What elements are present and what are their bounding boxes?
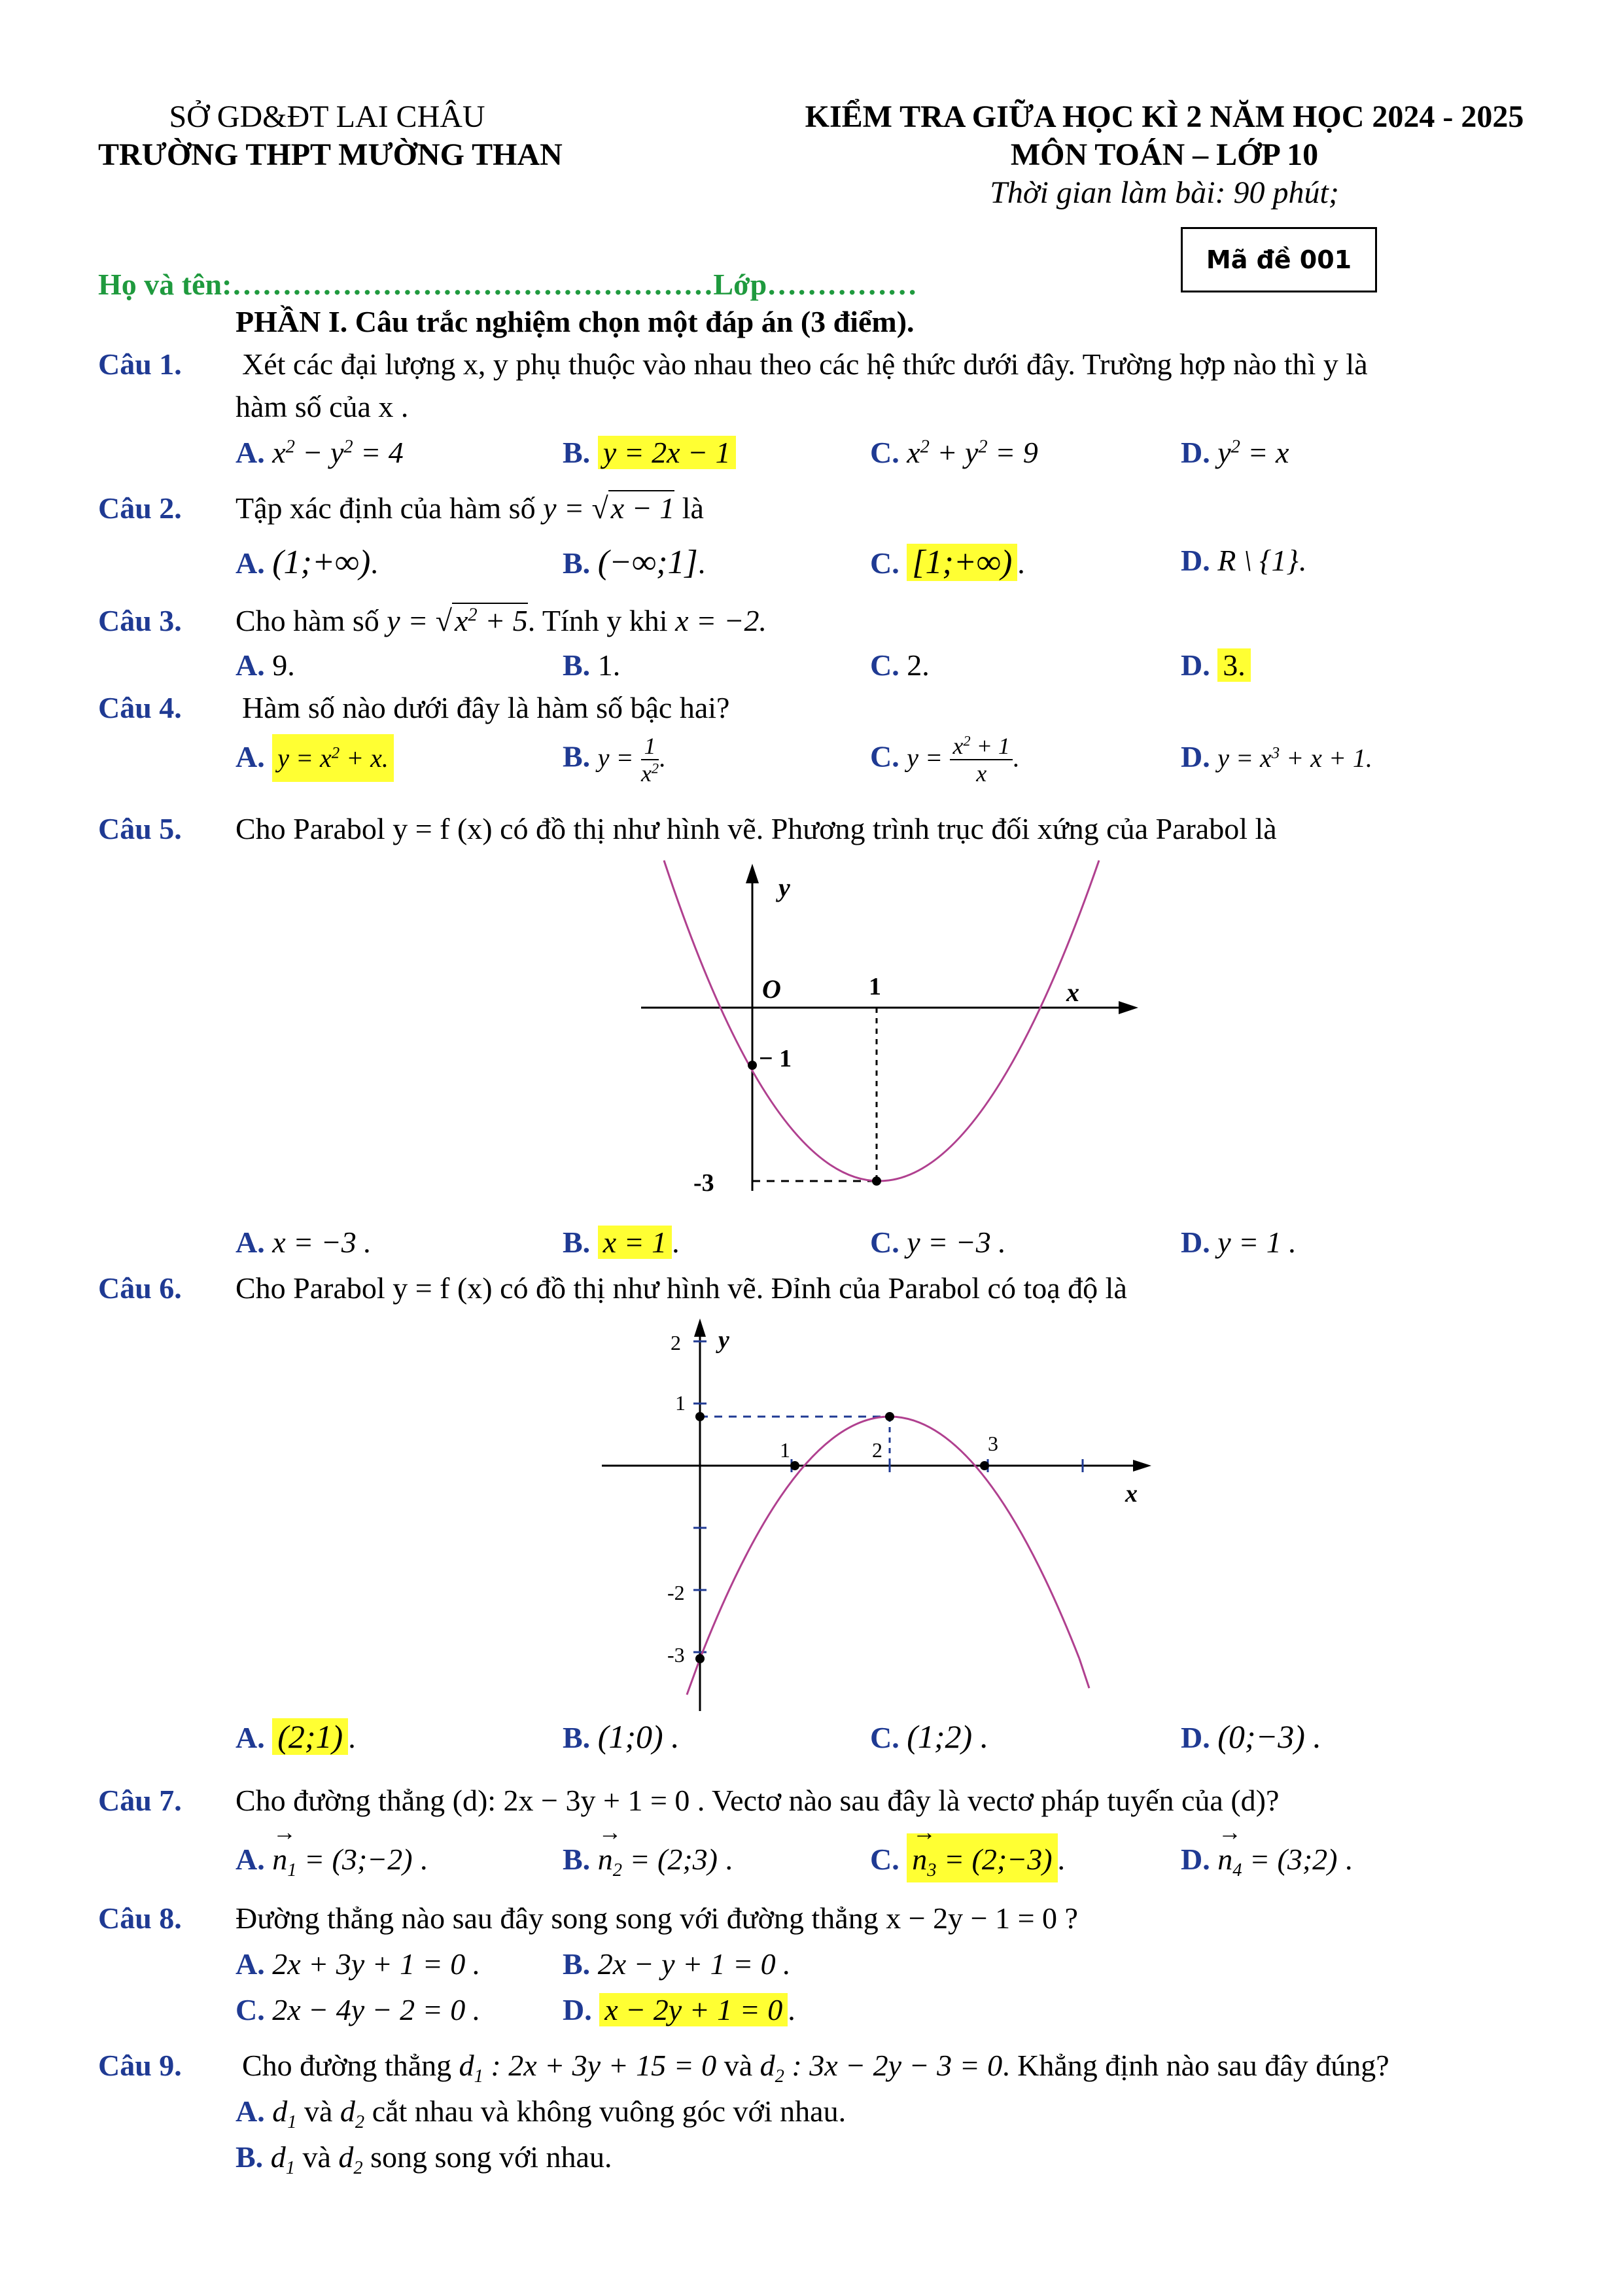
y-axis-label: y — [718, 1326, 729, 1354]
q1-option-c: C. $x^2 + y^2 = 9$ — [870, 436, 1038, 469]
y-tick-label-2: 2 — [671, 1331, 681, 1354]
exam-code-box: Mã đề 001 — [1181, 227, 1377, 292]
q6-option-b: B. (1;0) . — [563, 1718, 680, 1755]
tick-label-1: 1 — [869, 973, 881, 1000]
x-axis-label: x — [1066, 978, 1079, 1007]
q4-option-b: B. y = $\frac{1}{x^2}$ . — [563, 733, 666, 786]
q8-option-b: B. 2x − y + 1 = 0 . — [563, 1947, 791, 1981]
question-label-2: Câu 2. — [98, 491, 182, 525]
exam-title: KIỂM TRA GIỮA HỌC KÌ 2 NĂM HỌC 2024 - 2025 — [805, 99, 1524, 134]
question-label-6: Câu 6. — [98, 1271, 182, 1305]
q5-option-d: D. y = 1 . — [1181, 1226, 1297, 1259]
x-axis-arrow — [1119, 1001, 1138, 1014]
q6-option-c: C. (1;2) . — [870, 1718, 989, 1755]
y-tick-label-minus-2: -2 — [667, 1581, 685, 1604]
tick-label-minus-3: -3 — [693, 1169, 714, 1197]
q2-option-a: A. (1;+∞). — [236, 544, 378, 581]
y-axis-label: y — [778, 873, 790, 902]
y-max-point — [695, 1412, 705, 1421]
q9-option-a: A. $d_1$ và $d_2$ cắt nhau và không vuông góc với nhau. — [236, 2094, 846, 2132]
question-label-3: Câu 3. — [98, 604, 182, 637]
q4-option-a: A. $y = x^2 + x$. — [236, 739, 394, 774]
exam-duration: Thời gian làm bài: 90 phút; — [990, 175, 1339, 210]
q4-option-c: C. y = $\frac{x^2 + 1}{x}$ . — [870, 732, 1019, 786]
q5-option-c: C. y = −3 . — [870, 1226, 1006, 1259]
vertex-point — [885, 1412, 894, 1421]
exam-subject: MÔN TOÁN – LỚP 10 — [1010, 137, 1319, 172]
tick-label-minus-1: − 1 — [759, 1045, 792, 1072]
parabola-graph-1 — [628, 857, 1151, 1197]
q2-option-c: C. [1;+∞) . — [870, 544, 1025, 581]
x-tick-label-1: 1 — [780, 1438, 790, 1462]
question-text-1-cont: hàm số của x . — [236, 390, 409, 423]
school-name: TRƯỜNG THPT MƯỜNG THAN — [98, 137, 563, 172]
q3-option-b: B. 1. — [563, 648, 621, 682]
vertex-point — [872, 1176, 881, 1186]
q8-option-a: A. 2x + 3y + 1 = 0 . — [236, 1947, 481, 1981]
question-text-3: Cho hàm số $y = √x^2 + 5$. Tính y khi x = −2. — [236, 604, 767, 637]
q8-option-d: D. x − 2y + 1 = 0 . — [563, 1993, 795, 2026]
y-tick-label-minus-3: -3 — [667, 1643, 685, 1667]
q2-option-b: B. (−∞;1]. — [563, 544, 706, 581]
q8-option-c: C. 2x − 4y − 2 = 0 . — [236, 1993, 481, 2026]
section-title: PHẦN I. Câu trắc nghiệm chọn một đáp án (3 điểm). — [236, 305, 915, 338]
parabola-curve — [664, 860, 1099, 1181]
question-label-7: Câu 7. — [98, 1784, 182, 1817]
origin-label: O — [762, 974, 781, 1004]
question-text-1: Xét các đại lượng x, y phụ thuộc vào nhau theo các hệ thức dưới đây. Trường hợp nào thì y là — [242, 347, 1368, 381]
question-label-5: Câu 5. — [98, 812, 182, 845]
question-label-9: Câu 9. — [98, 2049, 182, 2082]
question-text-6: Cho Parabol y = f (x) có đồ thị như hình vẽ. Đỉnh của Parabol có toạ độ là — [236, 1271, 1127, 1305]
question-text-4: Hàm số nào dưới đây là hàm số bậc hai? — [242, 691, 730, 724]
question-text-2: Tập xác định của hàm số y = √x − 1 là — [236, 491, 704, 525]
q5-option-a: A. x = −3 . — [236, 1226, 372, 1259]
y-intercept-point — [748, 1061, 757, 1070]
question-text-8: Đường thẳng nào sau đây song song với đường thẳng x − 2y − 1 = 0 ? — [236, 1901, 1078, 1935]
x-intercept-1 — [790, 1461, 799, 1470]
q6-option-a: A. (2;1) . — [236, 1718, 356, 1755]
x-intercept-3 — [980, 1461, 989, 1470]
y-axis-arrow — [746, 864, 759, 883]
q7-option-d: D. → $n_4$ = (3;2) . — [1181, 1842, 1353, 1877]
x-tick-label-3: 3 — [988, 1432, 998, 1455]
q9-option-b: B. $d_1$ và $d_2$ song song với nhau. — [236, 2140, 612, 2178]
x-axis-label: x — [1125, 1480, 1138, 1508]
question-text-5: Cho Parabol y = f (x) có đồ thị như hình vẽ. Phương trình trục đối xứng của Parabol là — [236, 812, 1277, 845]
y-tick-label-1: 1 — [675, 1391, 686, 1415]
school-header — [98, 98, 563, 174]
q7-option-b: B. → $n_2$ = (2;3) . — [563, 1842, 733, 1877]
q1-option-a: A. $x^2 - y^2 = 4$ — [236, 436, 404, 469]
q2-option-d: D. R \ {1}. — [1181, 544, 1306, 577]
q4-option-d: D. $y = x^3 + x + 1$. — [1181, 740, 1372, 773]
y-intercept-point — [695, 1654, 705, 1663]
graph-background — [602, 1312, 1158, 1711]
q1-option-d: D. $y^2 = x$ — [1181, 436, 1289, 469]
question-label-8: Câu 8. — [98, 1901, 182, 1935]
q3-option-a: A. 9. — [236, 648, 295, 682]
question-text-7: Cho đường thẳng (d): 2x − 3y + 1 = 0 . Vectơ nào sau đây là vectơ pháp tuyến của (d)? — [236, 1784, 1280, 1817]
q7-option-a: A. → $n_1$ = (3;−2) . — [236, 1842, 428, 1877]
q7-option-c: C. → $n_3$ = (2;−3) . — [870, 1842, 1065, 1877]
question-label-1: Câu 1. — [98, 347, 182, 381]
q3-option-d: D. 3. — [1181, 648, 1251, 682]
q5-option-b: B. x = 1 . — [563, 1226, 680, 1259]
department-name: SỞ GD&ĐT LAI CHÂU — [169, 99, 485, 134]
exam-header — [772, 98, 1557, 212]
student-info-line: Họ và tên:…………………………………………Lớp…………… — [98, 268, 918, 301]
parabola-graph-2 — [602, 1312, 1158, 1711]
question-text-9: Cho đường thẳng $d_1$ : 2x + 3y + 15 = 0 và $d_2$ : 3x − 2y − 3 = 0. Khẳng định nào sau đây đúng? — [242, 2049, 1389, 2087]
q1-option-b: B. y = 2x − 1 — [563, 435, 736, 470]
question-label-4: Câu 4. — [98, 691, 182, 724]
q3-option-c: C. 2. — [870, 648, 930, 682]
x-tick-label-2: 2 — [872, 1438, 882, 1462]
q6-option-d: D. (0;−3) . — [1181, 1718, 1321, 1755]
